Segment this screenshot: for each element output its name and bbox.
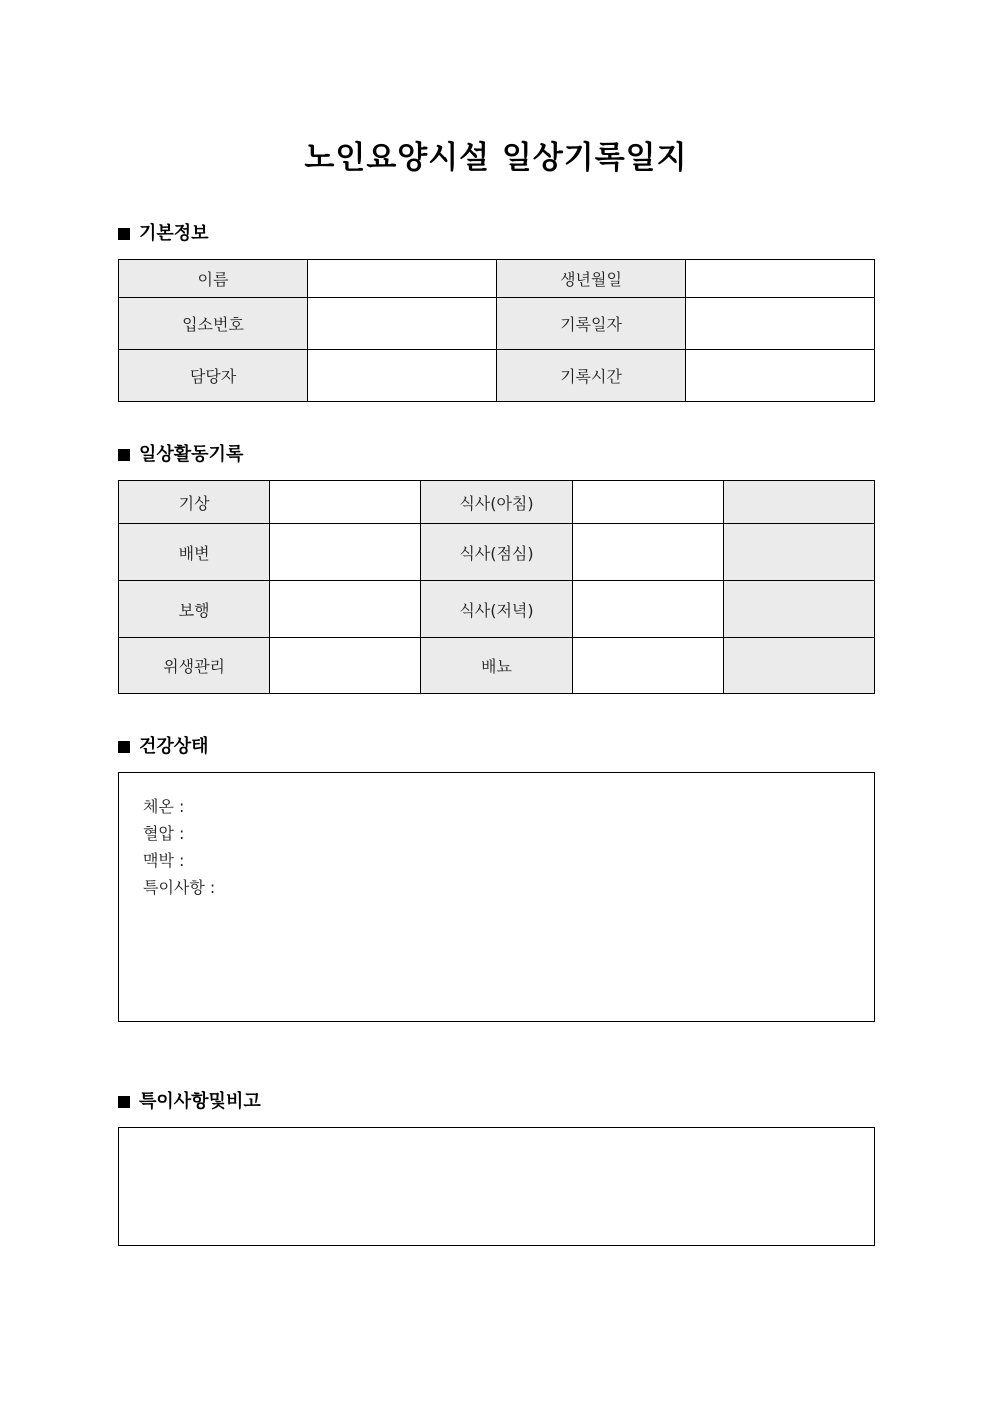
birth-label: 생년월일	[497, 260, 686, 298]
square-bullet-icon	[118, 741, 130, 753]
table-row	[119, 524, 875, 581]
square-bullet-icon	[118, 228, 130, 240]
table-row	[119, 260, 875, 298]
square-bullet-icon	[118, 1096, 130, 1108]
section-heading-notes	[118, 1090, 261, 1114]
urination-label: 배뇨	[421, 638, 572, 694]
basic-info-table	[118, 259, 875, 402]
birth-field[interactable]	[686, 260, 875, 298]
name-field[interactable]	[308, 260, 497, 298]
table-row	[119, 298, 875, 350]
section-heading-label: 기본정보	[139, 223, 209, 244]
urination-field[interactable]	[572, 638, 723, 694]
record-date-field[interactable]	[686, 298, 875, 350]
record-time-label: 기록시간	[497, 350, 686, 402]
staff-label: 담당자	[119, 350, 308, 402]
extra-cell[interactable]	[723, 638, 874, 694]
hygiene-field[interactable]	[270, 638, 421, 694]
section-heading-daily	[118, 443, 243, 467]
bowel-label: 배변	[119, 524, 270, 581]
table-row	[119, 481, 875, 524]
record-time-field[interactable]	[686, 350, 875, 402]
table-row	[119, 581, 875, 638]
section-heading-label: 일상활동기록	[139, 444, 244, 465]
section-heading-health	[118, 735, 209, 759]
breakfast-field[interactable]	[572, 481, 723, 524]
page-title: 노인요양시설 일상기록일지	[304, 140, 688, 176]
record-date-label: 기록일자	[497, 298, 686, 350]
health-fields	[143, 793, 215, 901]
extra-cell[interactable]	[723, 524, 874, 581]
special-notes-label: 특이사항 :	[143, 878, 216, 897]
walk-field[interactable]	[270, 581, 421, 638]
hygiene-label: 위생관리	[119, 638, 270, 694]
notes-box[interactable]	[118, 1127, 875, 1246]
section-heading-label: 건강상태	[139, 736, 209, 757]
bowel-field[interactable]	[270, 524, 421, 581]
wake-field[interactable]	[270, 481, 421, 524]
dinner-field[interactable]	[572, 581, 723, 638]
walk-label: 보행	[119, 581, 270, 638]
lunch-label: 식사(점심)	[421, 524, 572, 581]
name-label: 이름	[119, 260, 308, 298]
extra-cell[interactable]	[723, 481, 874, 524]
square-bullet-icon	[118, 449, 130, 461]
daily-activity-table	[118, 480, 875, 694]
lunch-field[interactable]	[572, 524, 723, 581]
section-heading-basic	[118, 222, 209, 246]
staff-field[interactable]	[308, 350, 497, 402]
table-row	[119, 350, 875, 402]
pulse-label: 맥박 :	[143, 851, 185, 870]
dinner-label: 식사(저녁)	[421, 581, 572, 638]
admission-no-label: 입소번호	[119, 298, 308, 350]
admission-no-field[interactable]	[308, 298, 497, 350]
wake-label: 기상	[119, 481, 270, 524]
temperature-label: 체온 :	[143, 797, 185, 816]
blood-pressure-label: 혈압 :	[143, 824, 185, 843]
breakfast-label: 식사(아침)	[421, 481, 572, 524]
health-status-box[interactable]	[118, 772, 875, 1022]
extra-cell[interactable]	[723, 581, 874, 638]
section-heading-label: 특이사항및비고	[139, 1091, 261, 1112]
table-row	[119, 638, 875, 694]
